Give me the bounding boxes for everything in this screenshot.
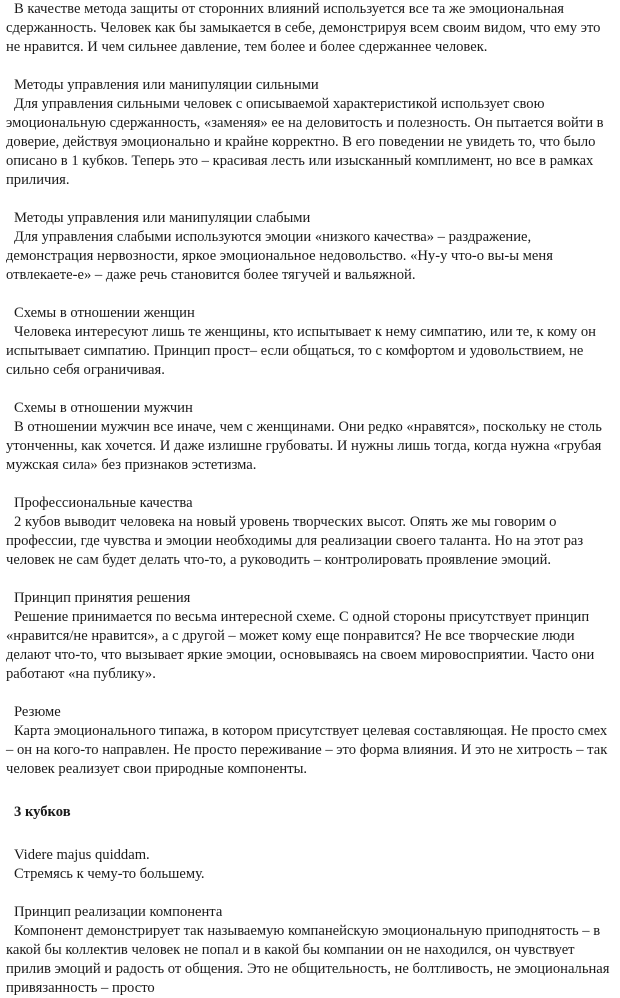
paragraph-text: Для управления слабыми используются эмоции «низкого качества» – раздражение, демонстрация нервозности, яркое эмоциональное недовольство. «Ну-у что-о вы-ы меня отвлекаете-е» – даже речь становится более тягучей и вальяжной. — [6, 229, 553, 283]
section-heading: Схемы в отношении женщин — [14, 305, 195, 321]
paragraph-text: Компонент демонстрирует так называемую компанейскую эмоциональную приподнятость – в какой бы коллектив человек не попал и в какой бы компании он не находился, он чувствует прилив эмоций и радость от общения. Это не общительность, не болтливость, не эмоциональная привязанность – просто — [6, 923, 610, 996]
section-heading: Схемы в отношении мужчин — [14, 400, 193, 416]
section-heading: Резюме — [14, 704, 61, 720]
section-women-schemes — [6, 304, 614, 380]
section-professional-qualities — [6, 494, 614, 570]
section-manipulation-strong — [6, 76, 614, 190]
paragraph-text: Человека интересуют лишь те женщины, кто испытывает к нему симпатию, или те, к кому он испытывает симпатию. Принцип прост– если общаться, то с комфортом и удовольствием, не сильно себя ограничивая. — [6, 324, 596, 378]
paragraph-text: Решение принимается по весьма интересной схеме. С одной стороны присутствует принцип «нравится/не нравится», а с другой – может кому еще понравится? Не все творческие люди делают что-то, что вызывает яркие эмоции, основываясь на своем мировосприятии. Часто они работают «на публику». — [6, 609, 595, 682]
section-heading: Методы управления или манипуляции сильными — [14, 77, 319, 93]
chapter-title: 3 кубков — [14, 804, 71, 820]
motto-translation: Стремясь к чему-то большему. — [14, 866, 205, 882]
paragraph-text: Для управления сильными человек с описываемой характеристикой использует свою эмоциональную сдержанность, «заменяя» ее на деловитость и полезность. Он пытается войти в доверие, действуя эмоционально и крайне корректно. В его поведении не увидеть то, что было описано в 1 кубков. Теперь это – красивая лесть или изысканный комплимент, но все в рамках приличия. — [6, 96, 604, 188]
paragraph-text: В качестве метода защиты от сторонних влияний используется все та же эмоциональная сдержанность. Человек как бы замыкается в себе, демонстрируя всем своим видом, что ему это не нравится. И чем сильнее давление, тем более и более сдержаннее человек. — [6, 1, 601, 55]
section-men-schemes — [6, 399, 614, 475]
section-summary — [6, 703, 614, 779]
section-manipulation-weak — [6, 209, 614, 285]
paragraph-text: 2 кубов выводит человека на новый уровень творческих высот. Опять же мы говорим о профессии, где чувства и эмоции необходимы для реализации своего таланта. Но на этот раз человек не сам будет делать что-то, а руководить – контролировать проявление эмоций. — [6, 514, 584, 568]
chapter-motto — [6, 846, 614, 884]
section-heading: Принцип принятия решения — [14, 590, 191, 606]
section-heading: Профессиональные качества — [14, 495, 193, 511]
intro-paragraph — [6, 0, 614, 57]
section-decision-principle — [6, 589, 614, 684]
motto-latin: Videre majus quiddam. — [14, 847, 150, 863]
section-heading: Принцип реализации компонента — [14, 904, 223, 920]
paragraph-text: Карта эмоционального типажа, в котором присутствует целевая составляющая. Не просто смех – он на кого-то направлен. Не просто переживание – это форма влияния. И это не хитрость – так человек реализует свои природные компоненты. — [6, 723, 608, 777]
section-heading: Методы управления или манипуляции слабыми — [14, 210, 311, 226]
section-component-realization — [6, 903, 614, 998]
paragraph-text: В отношении мужчин все иначе, чем с женщинами. Они редко «нравятся», поскольку не столь утонченны, как хочется. И даже излишне грубоваты. И нужны лишь тогда, когда нужна «грубая мужская сила» без признаков эстетизма. — [6, 419, 602, 473]
